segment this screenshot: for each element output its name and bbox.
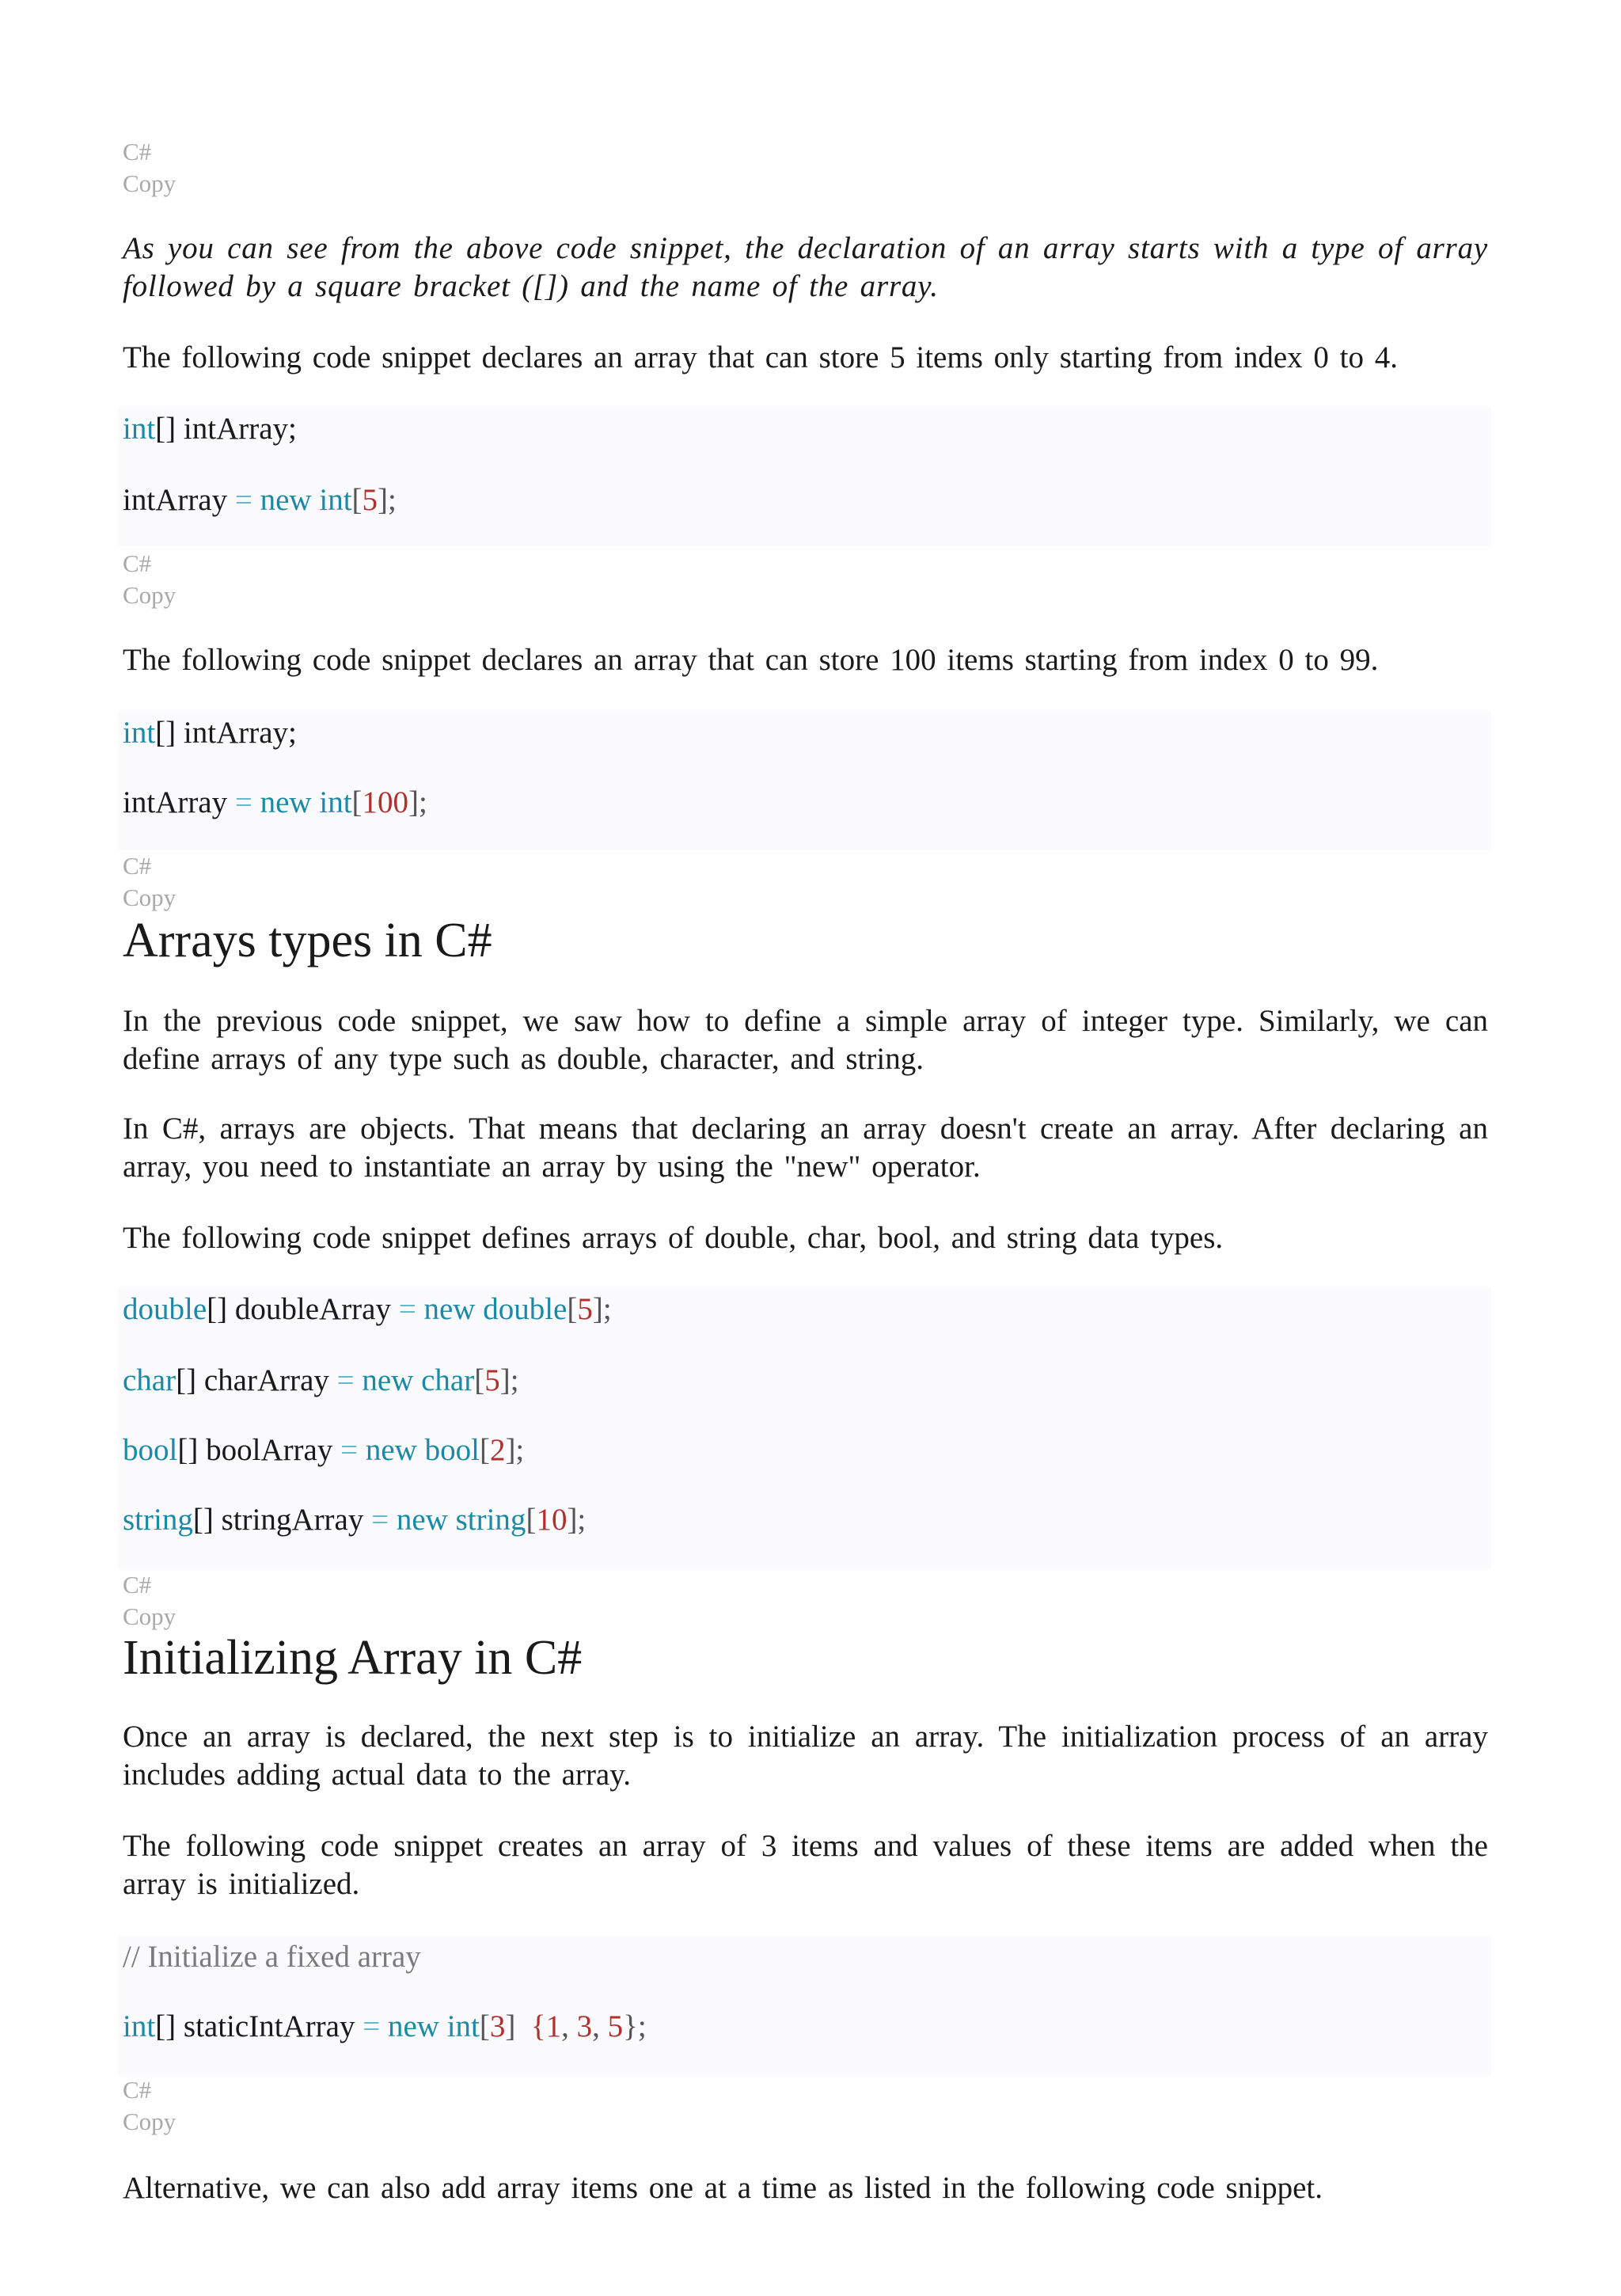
code-language-label bbox=[123, 136, 1488, 200]
intro-paragraph: As you can see from the above code snippet, the declaration of an array starts with a type of array followed by a square bracket ([]) and the name of the array. bbox=[123, 231, 1488, 303]
code-block bbox=[118, 1935, 1491, 2076]
paragraph-previous-snippet: In the previous code snippet, we saw how to define a simple array of integer type. Similarly, we can define arrays of any type such as double, character, and string. bbox=[123, 1004, 1488, 1076]
language-tag: C# bbox=[123, 852, 152, 880]
code-line: bool[] boolArray = new bool[2]; bbox=[123, 1433, 525, 1467]
code-language-label bbox=[123, 548, 1488, 611]
code-line: int[] intArray; bbox=[123, 412, 297, 446]
code-line: int[] staticIntArray = new int[3] {1, 3, 5}; bbox=[123, 2009, 647, 2043]
paragraph-creates-array: The following code snippet creates an array of 3 items and values of these items are added when the array is initialized. bbox=[123, 1829, 1488, 1901]
language-tag: C# bbox=[123, 1571, 152, 1598]
code-line: double[] doubleArray = new double[5]; bbox=[123, 1292, 612, 1326]
paragraph-five-items: The following code snippet declares an array that can store 5 items only starting from index 0 to 4. bbox=[123, 340, 1398, 374]
copy-button[interactable]: Copy bbox=[123, 581, 177, 609]
paragraph-alternative: Alternative, we can also add array items one at a time as listed in the following code snippet. bbox=[123, 2171, 1323, 2205]
code-block bbox=[118, 711, 1491, 850]
code-line: intArray = new int[5]; bbox=[123, 483, 397, 517]
code-comment: // Initialize a fixed array bbox=[123, 1940, 421, 1974]
code-language-label bbox=[123, 1569, 1488, 1633]
paragraph-hundred-items: The following code snippet declares an array that can store 100 items starting from index 0 to 99. bbox=[123, 643, 1379, 677]
copy-button[interactable]: Copy bbox=[123, 2108, 177, 2135]
code-language-label bbox=[123, 850, 1488, 914]
paragraph-initialize-step: Once an array is declared, the next step is to initialize an array. The initialization process of an array includes adding actual data to the array. bbox=[123, 1720, 1488, 1792]
copy-button[interactable]: Copy bbox=[123, 884, 177, 911]
code-language-label bbox=[123, 2074, 1488, 2138]
code-line: string[] stringArray = new string[10]; bbox=[123, 1503, 587, 1537]
paragraph-arrays-objects: In C#, arrays are objects. That means that declaring an array doesn't create an array. After declaring an array, you need to instantiate an array by using the "new" operator. bbox=[123, 1112, 1488, 1184]
language-tag: C# bbox=[123, 138, 152, 165]
copy-button[interactable]: Copy bbox=[123, 169, 177, 197]
code-block bbox=[118, 407, 1491, 546]
code-line: intArray = new int[100]; bbox=[123, 785, 427, 819]
language-tag: C# bbox=[123, 549, 152, 577]
section-heading-initializing-array: Initializing Array in C# bbox=[123, 1631, 583, 1685]
code-line: int[] intArray; bbox=[123, 716, 297, 750]
code-block bbox=[118, 1287, 1491, 1569]
copy-button[interactable]: Copy bbox=[123, 1602, 177, 1630]
paragraph-defines-types: The following code snippet defines arrays of double, char, bool, and string data types. bbox=[123, 1221, 1224, 1255]
code-line: char[] charArray = new char[5]; bbox=[123, 1363, 519, 1397]
section-heading-array-types: Arrays types in C# bbox=[123, 914, 492, 967]
language-tag: C# bbox=[123, 2076, 152, 2104]
